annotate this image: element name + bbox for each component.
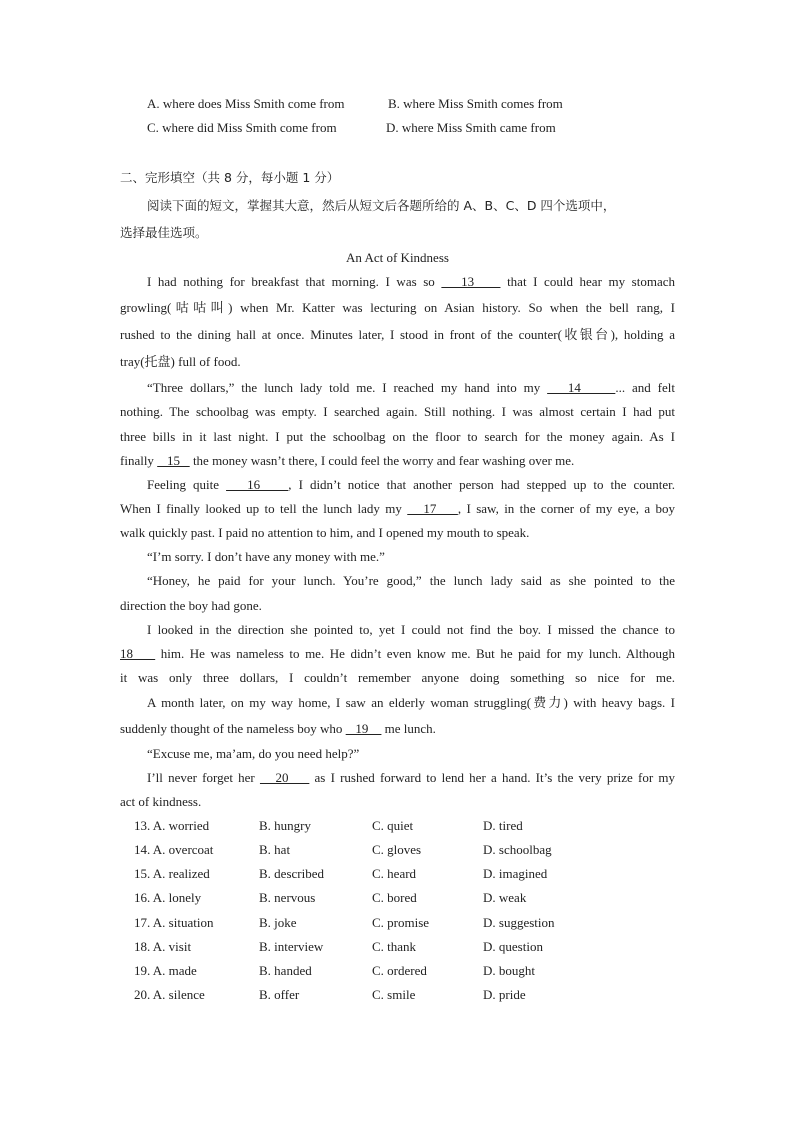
passage-line (147, 274, 675, 290)
option-b: B. hungry (259, 818, 311, 833)
option-d: D. pride (483, 987, 526, 1002)
text: that I could hear my stomach (500, 274, 676, 289)
passage-line: “I’m sorry. I don’t have any money with me.” (147, 549, 385, 564)
option-b: B. offer (259, 987, 300, 1002)
passage-line: tray(托盘) full of food. (120, 354, 241, 369)
option-d: D. question (483, 939, 543, 954)
option-b: B. hat (259, 842, 291, 857)
text: , I didn’t notice that another person had stepped up to the counter. (288, 477, 675, 492)
blank-13: 13 (441, 274, 501, 289)
passage-line: direction the boy had gone. (120, 598, 262, 613)
option-c: C. quiet (372, 818, 414, 833)
passage-line: it was only three dollars, I couldn’t remember anyone doing something so nice for me. (120, 670, 675, 685)
question-num: 20. A. silence (134, 987, 205, 1002)
passage-line: rushed to the dining hall at once. Minutes later, I stood in front of the counter(收银台), holding a (120, 327, 675, 342)
text: ... and felt (615, 380, 675, 395)
section-heading: 二、完形填空（共 8 分，每小题 1 分） (120, 170, 340, 185)
option-c: C. gloves (372, 842, 422, 857)
option-d: D. suggestion (483, 915, 555, 930)
instruction-line-1: 阅读下面的短文，掌握其大意，然后从短文后各题所给的 A、B、C、D 四个选项中， (147, 198, 616, 213)
blank-18: 18 (120, 646, 156, 661)
option-c: C. bored (372, 890, 417, 905)
text: , I saw, in the corner of my eye, a boy (457, 501, 675, 516)
text: suddenly thought of the nameless boy who (120, 721, 346, 736)
text: as I rushed forward to lend her a hand. It’s the very prize for my (309, 770, 675, 785)
question-num: 15. A. realized (134, 866, 210, 881)
question-num: 17. A. situation (134, 915, 214, 930)
text: “Three dollars,” the lunch lady told me. I reached my hand into my (147, 380, 548, 395)
blank-19: 19 (345, 721, 382, 736)
text: me lunch. (381, 721, 436, 736)
blank-16: 16 (226, 477, 289, 492)
instruction-line-2: 选择最佳选项。 (120, 225, 208, 240)
prev-option-c: C. where did Miss Smith come from (147, 120, 337, 135)
passage-line: three bills in it last night. I put the schoolbag on the floor to search for the money again. As I (120, 429, 675, 444)
text: the money wasn’t there, I could feel the worry and fear washing over me. (189, 453, 575, 468)
option-b: B. nervous (259, 890, 316, 905)
passage-line (120, 646, 675, 662)
passage-line: walk quickly past. I paid no attention to him, and I opened my mouth to speak. (120, 525, 530, 540)
passage-line (120, 453, 675, 469)
passage-line: act of kindness. (120, 794, 202, 809)
question-num: 13. A. worried (134, 818, 210, 833)
text: I’ll never forget her (147, 770, 260, 785)
passage-line: “Honey, he paid for your lunch. You’re good,” the lunch lady said as she pointed to the (147, 573, 675, 588)
question-num: 14. A. overcoat (134, 842, 214, 857)
text: When I finally looked up to tell the lunch lady my (120, 501, 408, 516)
option-c: C. thank (372, 939, 417, 954)
text: finally (120, 453, 158, 468)
blank-14: 14 (547, 380, 616, 395)
text: I had nothing for breakfast that morning. I was so (147, 274, 442, 289)
option-d: D. tired (483, 818, 523, 833)
option-c: C. heard (372, 866, 417, 881)
option-c: C. ordered (372, 963, 427, 978)
blank-20: 20 (259, 770, 310, 785)
text: Feeling quite (147, 477, 227, 492)
passage-line (147, 477, 675, 493)
prev-option-d: D. where Miss Smith came from (386, 120, 556, 135)
option-d: D. bought (483, 963, 535, 978)
passage-line: I looked in the direction she pointed to, yet I could not find the boy. I missed the chance to (147, 622, 675, 637)
passage-line: nothing. The schoolbag was empty. I searched again. Still nothing. I was almost certain I had put (120, 404, 675, 419)
text: him. He was nameless to me. He didn’t even know me. But he paid for my lunch. Although (155, 646, 676, 661)
option-d: D. schoolbag (483, 842, 552, 857)
passage-line: A month later, on my way home, I saw an elderly woman struggling(费力) with heavy bags. I (147, 695, 675, 710)
option-d: D. imagined (483, 866, 548, 881)
option-b: B. handed (259, 963, 312, 978)
passage-title: An Act of Kindness (346, 250, 449, 265)
passage-line: “Excuse me, ma’am, do you need help?” (147, 746, 360, 761)
option-c: C. smile (372, 987, 416, 1002)
option-b: B. interview (259, 939, 324, 954)
passage-line (147, 770, 675, 786)
question-num: 16. A. lonely (134, 890, 202, 905)
option-d: D. weak (483, 890, 527, 905)
prev-option-a: A. where does Miss Smith come from (147, 96, 345, 111)
passage-line (147, 380, 675, 396)
blank-17: 17 (407, 501, 458, 516)
question-num: 18. A. visit (134, 939, 192, 954)
option-c: C. promise (372, 915, 430, 930)
passage-line (120, 501, 675, 517)
prev-option-b: B. where Miss Smith comes from (388, 96, 563, 111)
passage-line: growling(咕咕叫) when Mr. Katter was lecturing on Asian history. So when the bell rang, I (120, 300, 675, 315)
option-b: B. described (259, 866, 324, 881)
option-b: B. joke (259, 915, 297, 930)
blank-15: 15 (157, 453, 190, 468)
question-num: 19. A. made (134, 963, 197, 978)
passage-line (120, 721, 675, 737)
